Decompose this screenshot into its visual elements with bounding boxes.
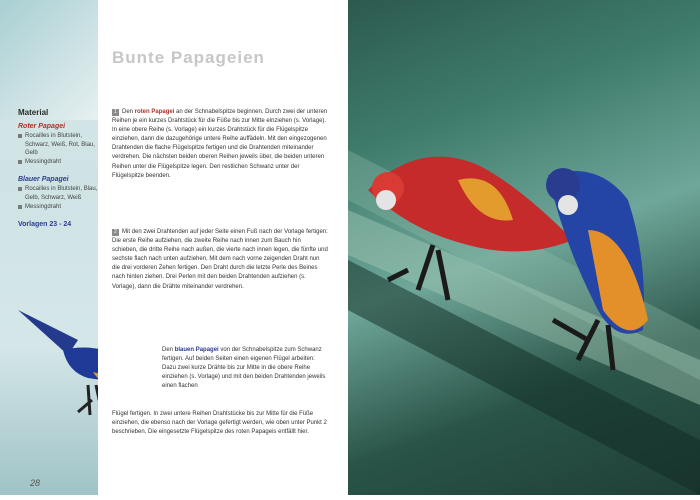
bullet-square-icon	[18, 134, 22, 138]
step-2-paragraph: 2 Mit den zwei Drahtenden auf jeder Seite einen Fuß nach der Vorlage fertigen: Die erste Reihe aufziehen, die zweite Reihe nach innen zum Bauch hin schieben, die dritte Reihe nach außen, die vierte nach innen legen, die fünfte und sechste flach nach unten aufziehen. Mit dem nach vorne zeigenden Draht nun die drei vorderen Zehen fertigen. Den Draht durch die letzte Perle des Beines nach hinten ziehen. Drei Perlen mit den beiden Drahtenden aufziehen (s. Vorlage), dann die Drähte miteinander verdrehen.	[112, 229, 328, 290]
text-column	[98, 0, 348, 495]
blue-parrot-material-list	[18, 185, 98, 211]
bullet-square-icon	[18, 187, 22, 191]
red-parrot-keyword: roten Papagei	[134, 109, 175, 115]
leaf-decoration	[0, 0, 98, 120]
templates-reference	[18, 221, 98, 228]
list-item: Messingdraht	[18, 158, 98, 167]
page-title: Bunte Papageien	[112, 48, 265, 67]
page-number: 28	[30, 478, 41, 488]
beaded-parrots-image	[348, 0, 700, 495]
red-parrot-material-title: Roter Papagei	[18, 123, 66, 130]
bullet-square-icon	[18, 205, 22, 209]
list-item: Messingdraht	[18, 203, 98, 212]
list-item: Rocailles in Blutstein, Schwarz, Weiß, Rot, Blau, Gelb	[18, 132, 98, 158]
templates-label: Vorlagen	[18, 221, 48, 229]
blue-parrot-paragraph: Den blauen Papagei von der Schnabelspitze zum Schwanz fertigen. Auf beiden Seiten einen eigenen Flügel arbeiten: Dazu zwei kurze Drähte bis zur Mitte in die obere Reihe einziehen (s. Vorlage) und mit den beiden Drahtenden jeweils einen flachen	[162, 347, 326, 390]
step-number-badge: 2	[112, 229, 119, 236]
bullet-square-icon	[18, 160, 22, 164]
templates-pages: 23 - 24	[49, 221, 72, 229]
material-sidebar	[18, 108, 98, 228]
blue-parrot-material-title: Blauer Papagei	[18, 176, 69, 184]
blue-parrot-paragraph-continued: Flügel fertigen. In zwei untere Reihen Drahtstücke bis zur Mitte für die Füße einziehen, die ebenso nach der Vorlage gefertigt werden, wie oben unter Punkt 2 beschrieben. Die eingesetzte Flügelspitze des roten Papageis entfällt hier.	[112, 411, 327, 436]
blue-parrot-keyword: blauen Papagei	[174, 347, 219, 353]
parrots-photo	[348, 0, 700, 495]
step-number-badge: 1	[112, 109, 119, 116]
step-1-paragraph: 1 Den roten Papagei an der Schnabelspitze beginnen. Durch zwei der unteren Reihen je ein kurzes Drahtstück für die Füße bis zur Mitte einziehen (s. Vorlage). In eine obere Reihe (s. Vorlage) ein kurzes Drahtstück für die Flügelspitze einziehen, dann die dazugehörige untere Reihe auffädeln. Mit den eingezogenen Drahtenden die flache Flügelspitze fertigen und die Drahtenden miteinander verdrehen. Die nächsten beiden oberen Reihen jeweils über, die beiden unteren Reihen unter die Flügelspitze legen. Den restlichen Schwanz unter der Flügelspitze beenden.	[112, 109, 328, 179]
material-heading: Material	[18, 108, 49, 117]
list-item: Rocailles in Blutstein, Blau, Gelb, Schwarz, Weiß	[18, 185, 98, 202]
red-parrot-material-list	[18, 132, 98, 166]
